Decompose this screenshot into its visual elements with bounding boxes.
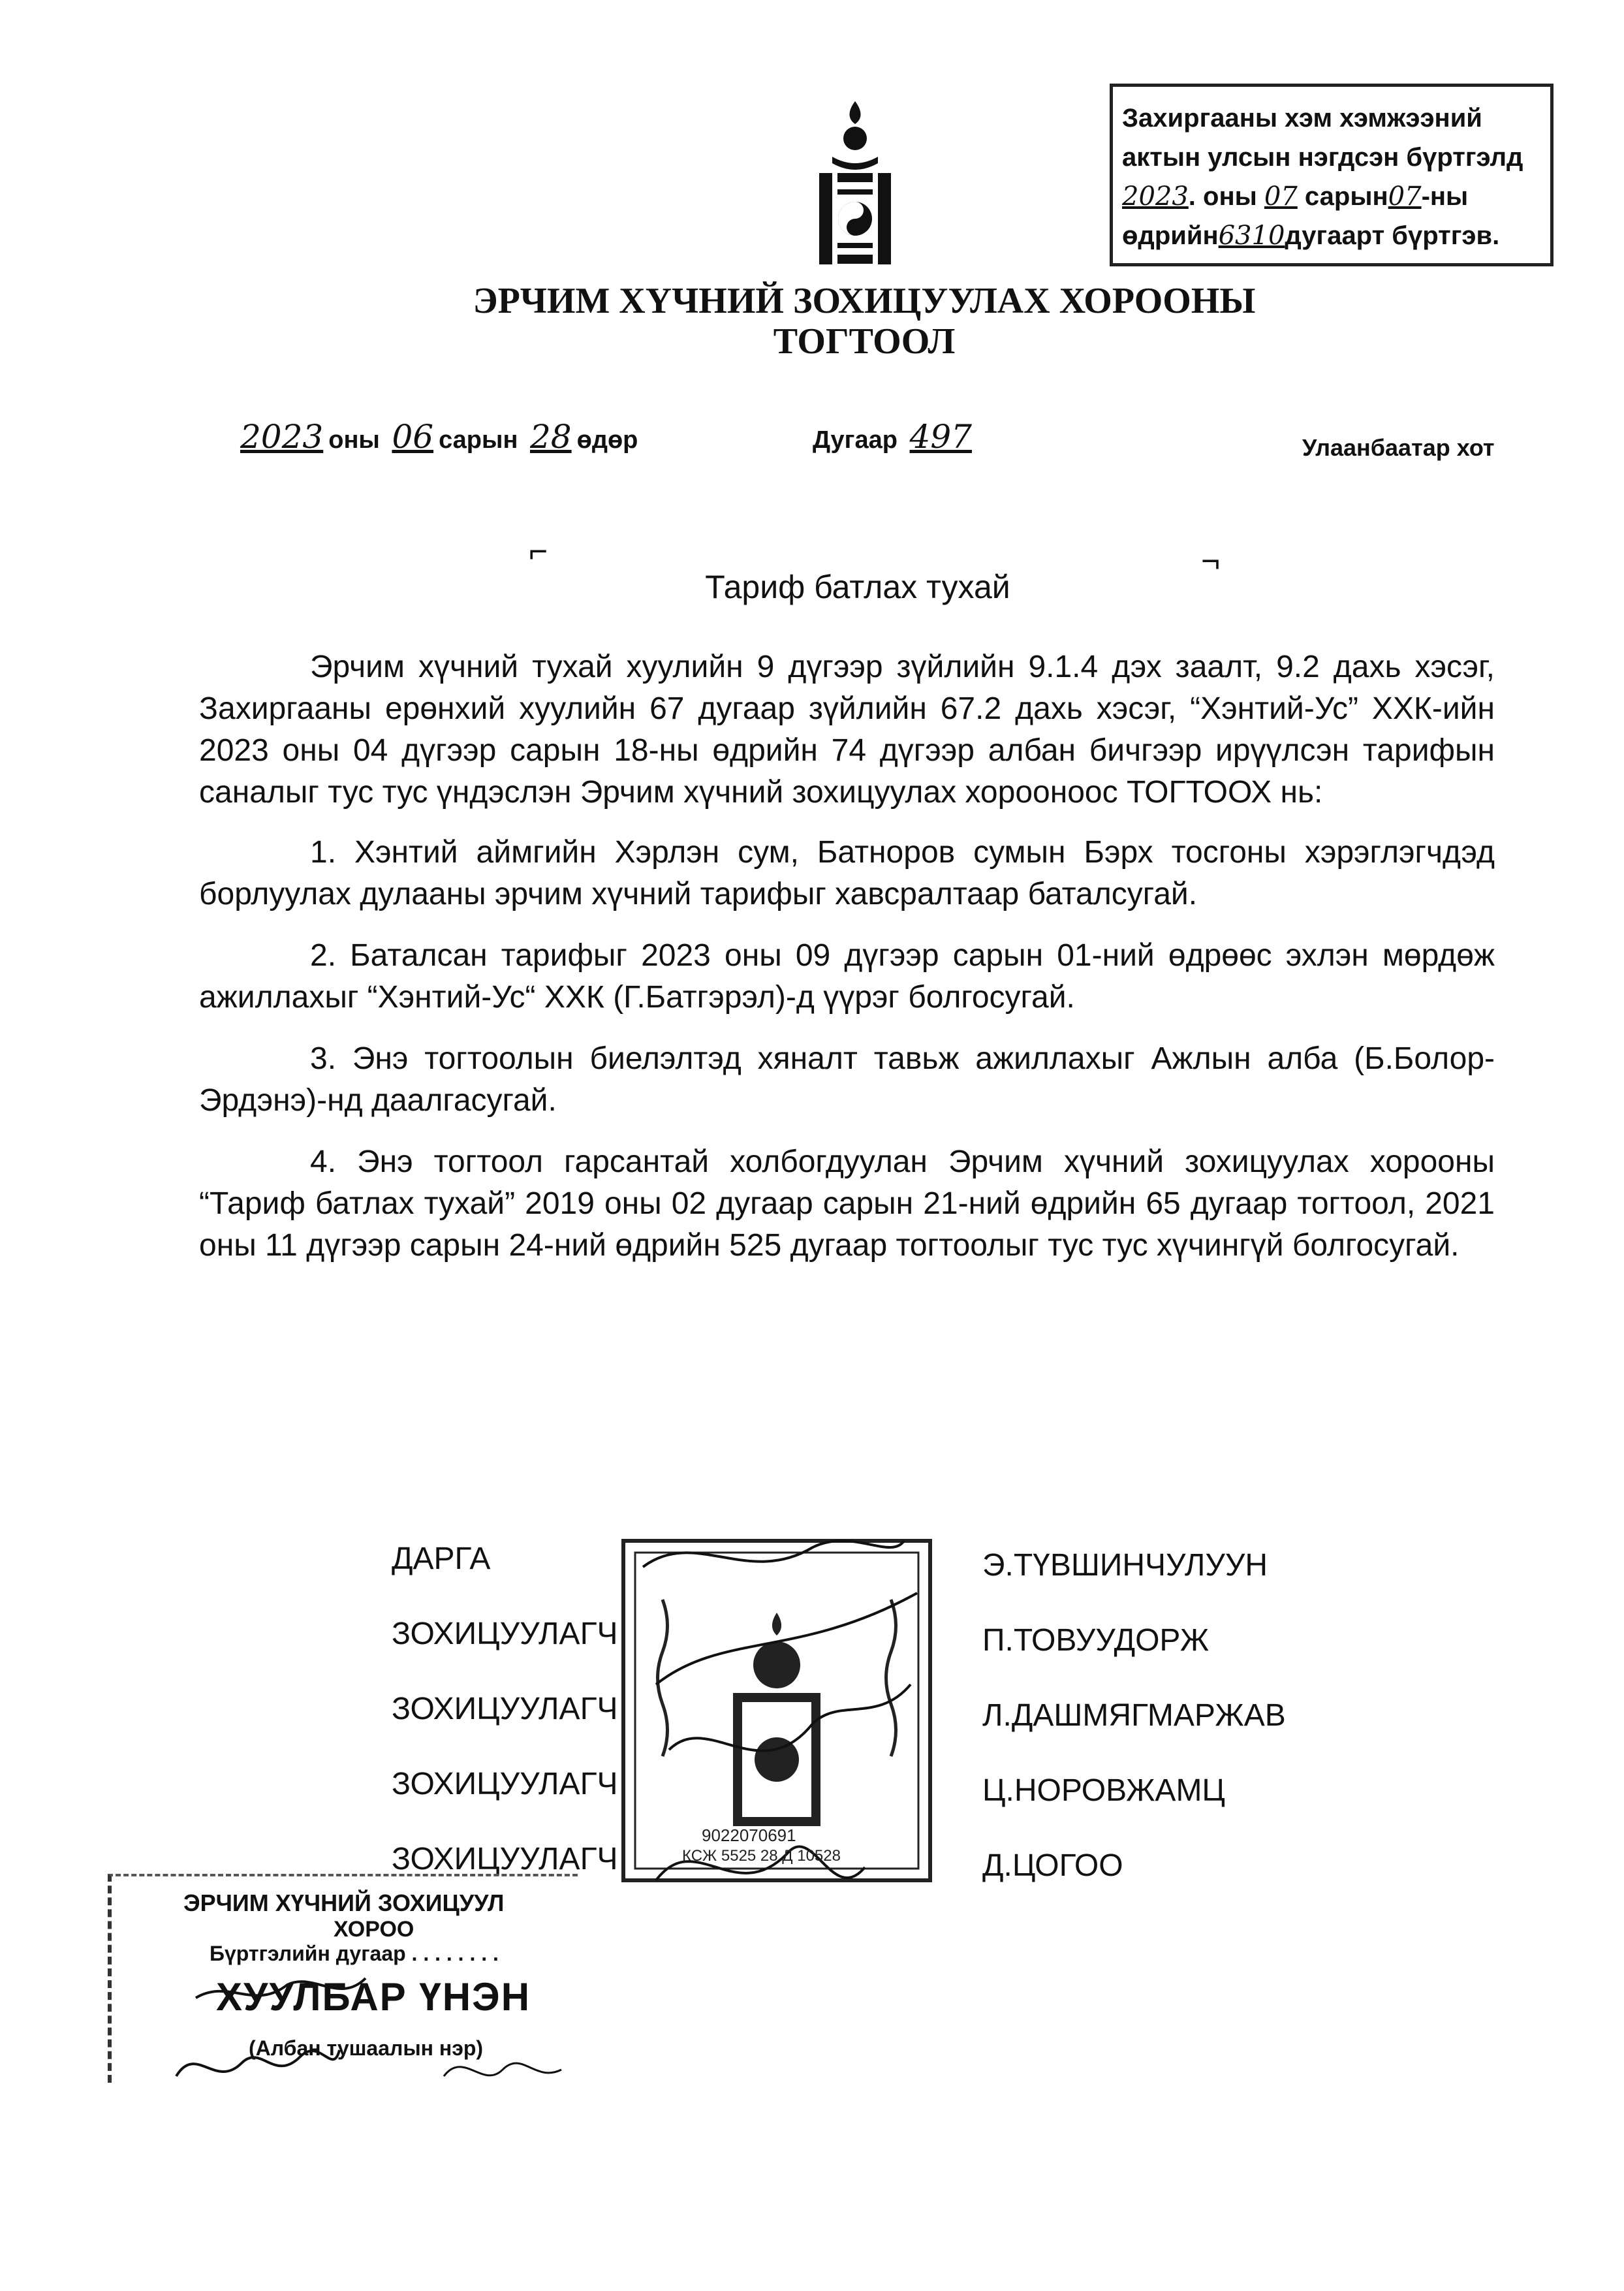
registration-line-3 [1122, 177, 1541, 216]
subject-heading: Тариф батлах тухай [705, 569, 1010, 605]
document-title [52, 281, 1624, 362]
date-month: 06 [392, 418, 434, 456]
registration-month-suffix: сарын [1297, 182, 1388, 211]
item-3: 3. Энэ тогтоолын биелэлтэд хяналт тавьж ажиллахыг Ажлын алба (Б.Болор-Эрдэнэ)-нд даалгасугай. [199, 1041, 1495, 1118]
seal-code-2: КСЖ 5525 28 Д 10528 [682, 1847, 841, 1865]
number-label: Дугаар [813, 426, 898, 454]
stamp-line-1: ЭРЧИМ ХҮЧНИЙ ЗОХИЦУУЛ [183, 1889, 505, 1916]
signatory-title-1: ДАРГА [392, 1541, 491, 1576]
preamble: Эрчим хүчний тухай хуулийн 9 дүгээр зүйлийн 9.1.4 дэх заалт, 9.2 дахь хэсэг, Захиргааны ерөнхий хуулийн 67 дугаар зүйлийн 67.2 дахь хэсэг, “Хэнтий-Ус” ХХК-ийн 2023 оны 04 дүгээр сарын 18-ны өдрийн 74 дүгээр албан бичгээр ирүүлсэн тарифын саналыг тус тус үндэслэн Эрчим хүчний зохицуулах хорооноос ТОГТООХ нь: [199, 650, 1495, 810]
item-1: 1. Хэнтий аймгийн Хэрлэн сум, Батноров сумын Бэрх тосгоны хэрэглэгчдэд борлуулах дулааны эрчим хүчний тарифыг хавсралтаар баталсугай. [199, 835, 1495, 911]
registration-number-suffix: дугаарт бүртгэв. [1285, 221, 1500, 250]
title-line-2: ТОГТООЛ [773, 321, 956, 362]
registration-line-2: актын улсын нэгдсэн бүртгэлд [1122, 143, 1523, 172]
resolution-body [199, 646, 1495, 1286]
state-emblem-icon [813, 98, 898, 274]
stamp-line-5: (Албан тушаалын нэр) [249, 2036, 484, 2060]
registration-day-prefix: өдрийн [1122, 221, 1219, 250]
handwritten-signature-stamp [170, 1952, 574, 2102]
date-month-label: сарын [439, 426, 518, 454]
signatory-title-2: ЗОХИЦУУЛАГЧ [392, 1617, 618, 1651]
registration-number: 6310 [1218, 221, 1285, 251]
registration-year: 2023 [1122, 182, 1189, 212]
registration-day-suffix: -ны [1421, 182, 1469, 211]
signatory-name-1: Э.ТҮВШИНЧУЛУУН [982, 1548, 1268, 1583]
stamp-line-4: ХУУЛБАР ҮНЭН [216, 1975, 531, 2019]
registration-day: 07 [1388, 182, 1422, 212]
signatory-name-4: Ц.НОРОВЖАМЦ [982, 1773, 1225, 1808]
signatory-name-5: Д.ЦОГОО [982, 1848, 1123, 1883]
signatory-name-3: Л.ДАШМЯГМАРЖАВ [982, 1698, 1286, 1733]
official-seal [617, 1515, 937, 1920]
date-day-label: өдөр [576, 426, 638, 454]
registration-year-suffix: . оны [1188, 182, 1257, 211]
date-day: 28 [529, 418, 572, 456]
corner-mark-right: ¬ [1201, 543, 1221, 579]
signatory-title-4: ЗОХИЦУУЛАГЧ [392, 1767, 618, 1801]
signatory-title-5: ЗОХИЦУУЛАГЧ [392, 1842, 618, 1876]
registration-line-4 [1122, 216, 1541, 255]
signatory-title-3: ЗОХИЦУУЛАГЧ [392, 1692, 618, 1726]
registration-line-1: Захиргааны хэм хэмжээний [1122, 104, 1482, 133]
number-row [813, 418, 977, 456]
corner-mark-left: ⌐ [529, 533, 548, 569]
registration-month: 07 [1264, 182, 1298, 212]
item-4: 4. Энэ тогтоол гарсантай холбогдуулан Эрчим хүчний зохицуулах хорооны “Тариф батлах тухай” 2019 оны 02 дугаар сарын 21-ний өдрийн 65 дугаар тогтоол, 2021 оны 11 дүгээр сарын 24-ний өдрийн 525 дугаар тогтоолыг тус тус хүчингүй болгосугай. [199, 1145, 1495, 1263]
seal-code-1: 9022070691 [702, 1825, 796, 1845]
title-line-1: ЭРЧИМ ХҮЧНИЙ ЗОХИЦУУЛАХ ХОРООНЫ [473, 281, 1256, 321]
item-2: 2. Баталсан тарифыг 2023 оны 09 дүгээр сарын 01-ний өдрөөс эхлэн мөрдөж ажиллахыг “Хэнтий-Ус“ ХХК (Г.Батгэрэл)-д үүрэг болгосугай. [199, 938, 1495, 1015]
document-number: 497 [909, 418, 972, 456]
date-year-label: оны [328, 426, 380, 454]
date-year: 2023 [240, 418, 324, 456]
city: Улаанбаатар хот [1302, 434, 1495, 461]
stamp-line-2: ХОРОО [334, 1917, 414, 1942]
stamp-line-3: Бүртгэлийн дугаар . . . . . . . . [210, 1942, 499, 1965]
registration-box [1110, 84, 1554, 266]
date-row [235, 418, 638, 456]
signatory-name-2: П.ТОВУУДОРЖ [982, 1623, 1210, 1658]
